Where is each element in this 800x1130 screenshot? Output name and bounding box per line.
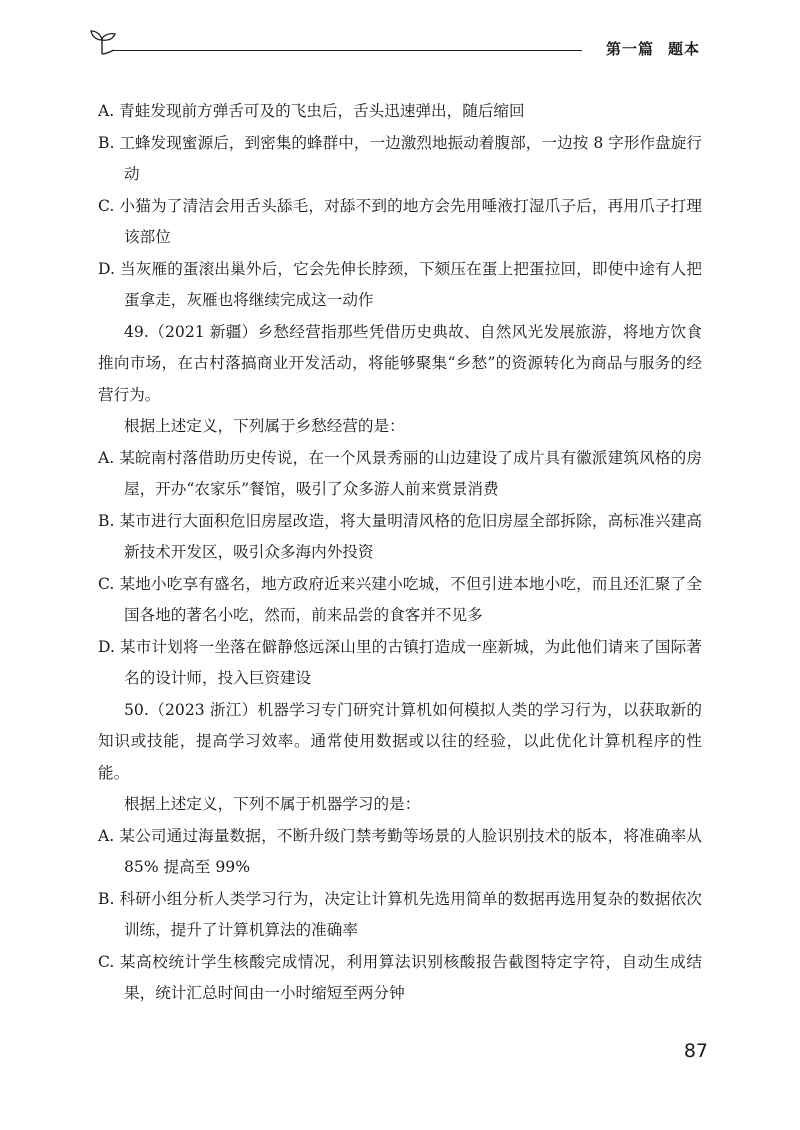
q50-option-c: C. 某高校统计学生核酸完成情况，利用算法识别核酸报告截图特定字符，自动生成结果，统计汇总时间由一小时缩短至两分钟 [98,952,702,1002]
q49-option-d: D. 某市计划将一坐落在僻静悠远深山里的古镇打造成一座新城，为此他们请来了国际著名的设计师，投入巨资建设 [98,637,702,687]
page-number: 87 [683,1040,708,1062]
header-rule [114,50,582,51]
q50-prompt: 根据上述定义，下列不属于机器学习的是： [124,795,421,813]
sprout-icon [88,28,118,56]
q48-option-b: B. 工蜂发现蜜源后，到密集的蜂群中，一边激烈地振动着腹部，一边按 8 字形作盘旋行动 [98,133,702,183]
header-title [606,38,700,59]
q49-option-a: A. 某皖南村落借助历史传说，在一个风景秀丽的山边建设了成片具有徽派建筑风格的房屋，开办“农家乐”餐馆，吸引了众多游人前来赏景消费 [98,448,702,498]
q50-stem: 50.（2023 浙江）机器学习专门研究计算机如何模拟人类的学习行为，以获取新的知识或技能，提高学习效率。通常使用数据或以往的经验，以此优化计算机程序的性能。 [98,700,702,782]
q50-option-b: B. 科研小组分析人类学习行为，决定让计算机先选用简单的数据再选用复杂的数据依次训练，提升了计算机算法的准确率 [98,889,702,939]
q49-option-c: C. 某地小吃享有盛名，地方政府近来兴建小吃城，不但引进本地小吃，而且还汇聚了全国各地的著名小吃，然而，前来品尝的食客并不见多 [98,574,702,624]
header-chapter: 题本 [667,40,700,58]
q49-prompt: 根据上述定义，下列属于乡愁经营的是： [124,417,405,435]
q48-option-c: C. 小猫为了清洁会用舌头舔毛，对舔不到的地方会先用唾液打湿爪子后，再用爪子打理该部位 [98,196,702,246]
q48-option-a: A. 青蛙发现前方弹舌可及的飞虫后，舌头迅速弹出，随后缩回 [98,102,525,120]
page-header [88,28,700,60]
q48-option-d: D. 当灰雁的蛋滚出巢外后，它会先伸长脖颈，下颏压在蛋上把蛋拉回，即使中途有人把蛋拿走，灰雁也将继续完成这一动作 [98,259,702,309]
page-content [98,96,702,1010]
q49-option-b: B. 某市进行大面积危旧房屋改造，将大量明清风格的危旧房屋全部拆除，高标准兴建高新技术开发区，吸引众多海内外投资 [98,511,702,561]
header-section: 第一篇 [605,40,654,58]
q49-stem: 49.（2021 新疆）乡愁经营指那些凭借历史典故、自然风光发展旅游，将地方饮食推向市场，在古村落搞商业开发活动，将能够聚集“乡愁”的资源转化为商品与服务的经营行为。 [98,322,702,404]
q50-option-a: A. 某公司通过海量数据，不断升级门禁考勤等场景的人脸识别技术的版本，将准确率从 85% 提高至 99% [98,826,702,876]
